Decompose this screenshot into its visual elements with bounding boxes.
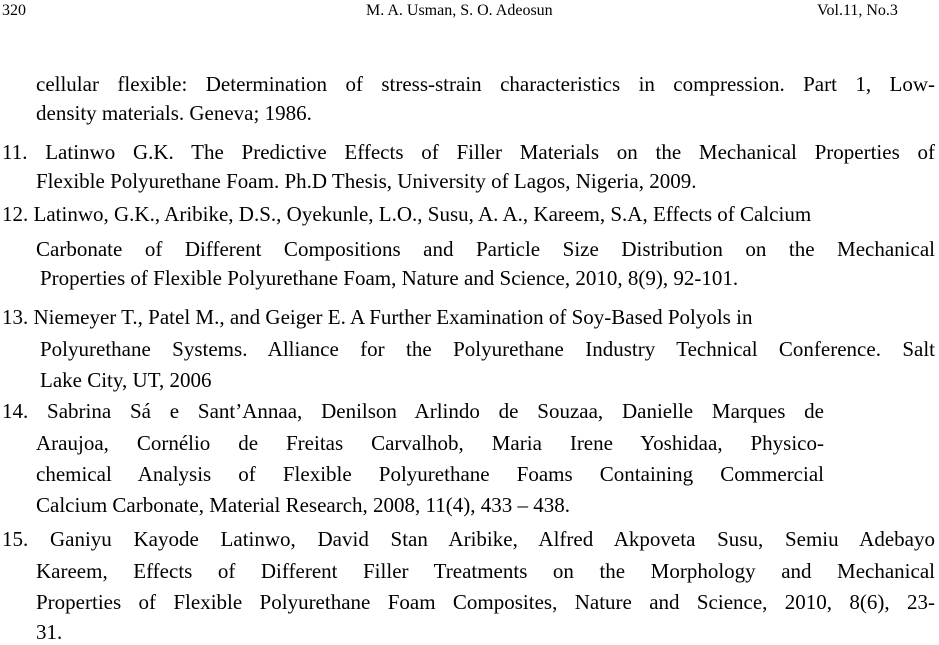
running-header-volume: Vol.11, No.3 — [817, 2, 898, 19]
reference-15-line-2: Kareem, Effects of Different Filler Treatments on the Morphology and Mechanical — [36, 559, 935, 583]
reference-12-line-1: 12. Latinwo, G.K., Aribike, D.S., Oyekunle, L.O., Susu, A. A., Kareem, S.A, Effects of Calcium — [2, 202, 812, 226]
reference-10-line-2: density materials. Geneva; 1986. — [36, 101, 312, 125]
reference-11-line-2: Flexible Polyurethane Foam. Ph.D Thesis, University of Lagos, Nigeria, 2009. — [36, 169, 697, 193]
reference-13-line-1: 13. Niemeyer T., Patel M., and Geiger E. A Further Examination of Soy-Based Polyols in — [2, 305, 753, 329]
reference-11-line-1: 11. Latinwo G.K. The Predictive Effects of Filler Materials on the Mechanical Properties of — [2, 140, 935, 164]
reference-15-line-3: Properties of Flexible Polyurethane Foam Composites, Nature and Science, 2010, 8(6), 23- — [36, 590, 935, 614]
reference-10-line-1: cellular flexible: Determination of stress-strain characteristics in compression. Part 1, Low- — [36, 72, 935, 96]
page-number: 320 — [2, 2, 26, 19]
reference-13-line-2: Polyurethane Systems. Alliance for the Polyurethane Industry Technical Conference. Salt — [40, 337, 935, 361]
reference-14-line-3: chemical Analysis of Flexible Polyurethane Foams Containing Commercial — [36, 462, 824, 486]
reference-15-line-4: 31. — [36, 620, 63, 644]
reference-14-line-2: Araujoa, Cornélio de Freitas Carvalhob, Maria Irene Yoshidaa, Physico- — [36, 431, 824, 455]
reference-15-line-1: 15. Ganiyu Kayode Latinwo, David Stan Aribike, Alfred Akpoveta Susu, Semiu Adebayo — [2, 527, 935, 551]
reference-13-line-3: Lake City, UT, 2006 — [40, 368, 212, 392]
reference-12-line-3: Properties of Flexible Polyurethane Foam, Nature and Science, 2010, 8(9), 92-101. — [40, 266, 739, 290]
reference-14-line-4: Calcium Carbonate, Material Research, 2008, 11(4), 433 – 438. — [36, 493, 570, 517]
reference-12-line-2: Carbonate of Different Compositions and Particle Size Distribution on the Mechanical — [36, 237, 935, 261]
reference-14-line-1: 14. Sabrina Sá e Sant’Annaa, Denilson Arlindo de Souzaa, Danielle Marques de — [2, 399, 824, 423]
running-header-authors: M. A. Usman, S. O. Adeosun — [366, 2, 553, 19]
